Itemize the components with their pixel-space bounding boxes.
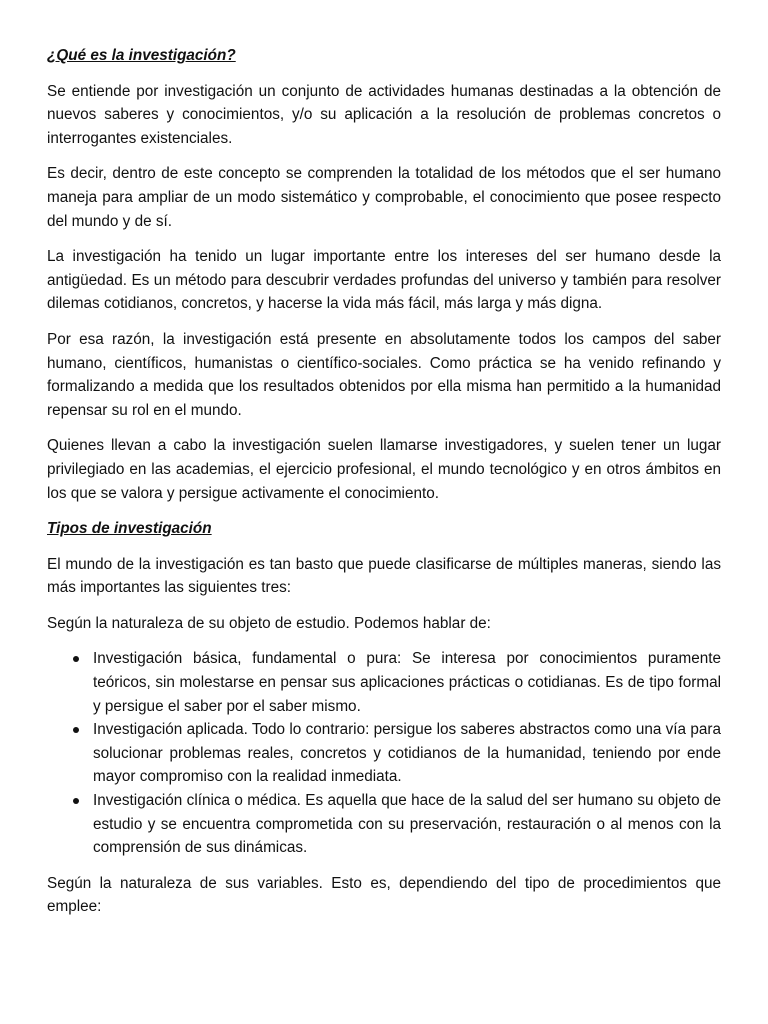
list-item-text: Investigación básica, fundamental o pura: Se interesa por conocimientos puramente teóricos, sin molestarse en pensar sus aplicaciones prácticas o cotidianas. Es de tipo formal y persigue el saber por el saber mismo. xyxy=(93,650,721,715)
paragraph-criterion-object: Según la naturaleza de su objeto de estudio. Podemos hablar de: xyxy=(47,614,491,632)
document-page xyxy=(47,44,721,931)
list-item xyxy=(47,718,721,789)
section-heading-que-es: ¿Qué es la investigación? xyxy=(47,47,236,64)
paragraph: Es decir, dentro de este concepto se comprenden la totalidad de los métodos que el ser humano maneja para ampliar de un modo sistemático y comprobable, el conocimiento que posee respecto del mundo y de sí. xyxy=(47,165,721,230)
bullet-list xyxy=(47,647,721,859)
list-item-text: Investigación aplicada. Todo lo contrario: persigue los saberes abstractos como una vía para solucionar problemas reales, concretos y cotidianos de la humanidad, teniendo por ende mayor compromiso con la realidad inmediata. xyxy=(93,721,721,786)
paragraph: Por esa razón, la investigación está presente en absolutamente todos los campos del saber humano, científicos, humanistas o científico-sociales. Como práctica se ha venido refinando y formalizando a medida que los resultados obtenidos por ella misma han permitido a la humanidad repensar su rol en el mundo. xyxy=(47,330,721,419)
paragraph: Se entiende por investigación un conjunto de actividades humanas destinadas a la obtención de nuevos saberes y conocimientos, y/o su aplicación a la resolución de problemas concretos o interrogantes existenciales. xyxy=(47,82,721,147)
list-item xyxy=(47,647,721,718)
bullet-icon xyxy=(73,727,79,733)
bullet-icon xyxy=(73,798,79,804)
paragraph-criterion-variables: Según la naturaleza de sus variables. Esto es, dependiendo del tipo de procedimientos que emplee: xyxy=(47,874,721,916)
list-item-text: Investigación clínica o médica. Es aquella que hace de la salud del ser humano su objeto de estudio y se encuentra comprometida con su preservación, restauración o al menos con la comprensión de sus dinámicas. xyxy=(93,792,721,857)
paragraph: La investigación ha tenido un lugar importante entre los intereses del ser humano desde la antigüedad. Es un método para descubrir verdades profundas del universo y también para resolver dilemas cotidianos, concretos, y hacerse la vida más fácil, más larga y más digna. xyxy=(47,248,721,313)
section-heading-tipos: Tipos de investigación xyxy=(47,520,212,538)
paragraph-intro: El mundo de la investigación es tan basto que puede clasificarse de múltiples maneras, siendo las más importantes las siguientes tres: xyxy=(47,555,721,597)
paragraph: Quienes llevan a cabo la investigación suelen llamarse investigadores, y suelen tener un lugar privilegiado en las academias, el ejercicio profesional, el mundo tecnológico y en otros ámbitos en los que se valora y persigue activamente el conocimiento. xyxy=(47,437,721,502)
list-item xyxy=(47,789,721,860)
bullet-icon xyxy=(73,656,79,662)
